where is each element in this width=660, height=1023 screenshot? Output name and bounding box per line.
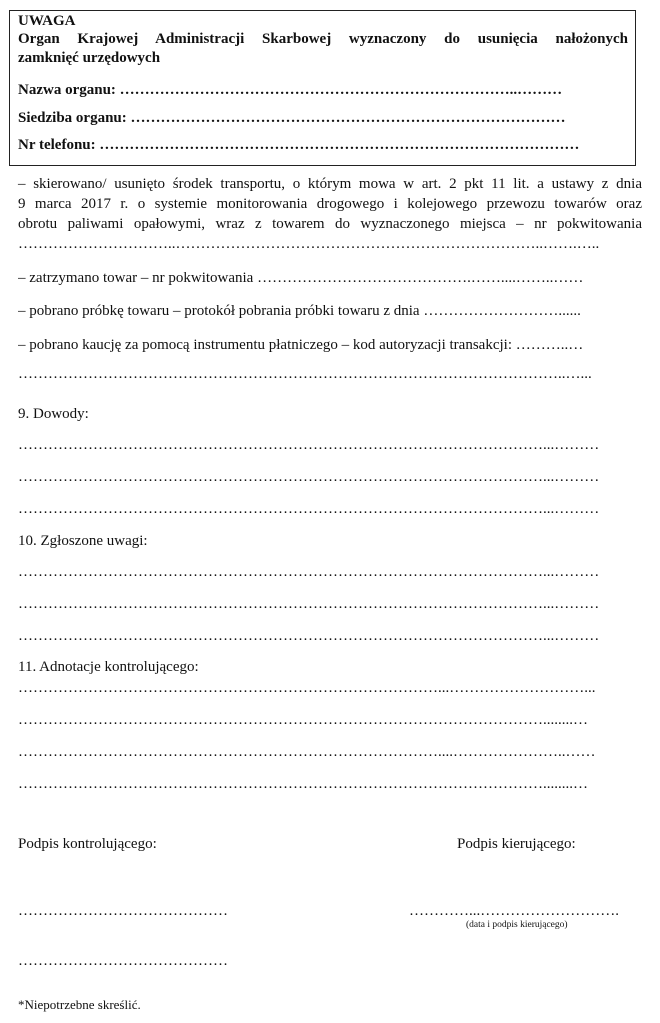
uwagi-line: ……………………………………………………………………………………………...……… [18,564,600,580]
transport-line-3: obrotu paliwami opałowymi, wraz z towarem do wyznaczonego miejsca – nr pokwitowania [18,216,642,232]
adnotacje-line: ……………………………………………………………………………………………........… [18,712,588,728]
uwagi-label: 10. Zgłoszone uwagi: [18,533,148,549]
footnote: *Niepotrzebne skreślić. [18,997,141,1012]
transport-receipt-field: …………………………..………………………………………………………………..…….….. [18,236,600,252]
kontrolujacy-signature-line-2: …………………………………… [18,953,228,969]
kontrolujacy-signature-label: Podpis kontrolującego: [18,836,157,852]
kaucja-line-2: ………………………………………………………………………………………………..…... [18,366,592,382]
dowody-line: ……………………………………………………………………………………………...……… [18,501,600,517]
kierujacy-signature-caption: (data i podpis kierującego) [466,920,568,930]
adnotacje-line: …………………………………………………………………………....…………………..…… [18,744,596,760]
organ-seat-field: Siedziba organu: …………………………………………………………………………… [18,110,566,126]
uwagi-line: ……………………………………………………………………………………………...……… [18,628,600,644]
dowody-label: 9. Dowody: [18,406,89,422]
transport-line-1: – skierowano/ usunięto środek transportu, o którym mowa w art. 2 pkt 11 lit. a ustawy z dnia [18,176,642,192]
kierujacy-signature-label: Podpis kierującego: [457,836,576,852]
notice-heading: UWAGA [18,13,76,29]
organ-name-field: Nazwa organu: ……………………………………………………………………..……… [18,82,563,98]
adnotacje-line: …………………………………………………………………………...………………………... [18,680,596,696]
kierujacy-signature-line: …………...………………………. [409,903,619,919]
kontrolujacy-signature-line: …………………………………… [18,903,228,919]
notice-line-1: Organ Krajowej Administracji Skarbowej wyznaczony do usunięcia nałożonych [18,31,628,47]
adnotacje-line: ……………………………………………………………………………………………........… [18,776,588,792]
notice-line-2: zamknięć urzędowych [18,50,161,66]
adnotacje-label: 11. Adnotacje kontrolującego: [18,659,199,675]
organ-phone-field: Nr telefonu: …………………………………………………………………………………… [18,137,580,153]
zatrzymano-field: – zatrzymano towar – nr pokwitowania …………………………………….……....……..…… [18,270,584,286]
uwagi-line: ……………………………………………………………………………………………...……… [18,596,600,612]
dowody-line: ……………………………………………………………………………………………...……… [18,469,600,485]
dowody-line: ……………………………………………………………………………………………...……… [18,437,600,453]
kaucja-line-1: – pobrano kaucję za pomocą instrumentu płatniczego – kod autoryzacji transakcji: ………..… [18,337,584,353]
transport-line-2: 9 marca 2017 r. o systemie monitorowania drogowego i kolejowego przewozu towarów oraz [18,196,642,212]
probka-field: – pobrano próbkę towaru – protokół pobrania próbki towaru z dnia ………………………...... [18,303,581,319]
